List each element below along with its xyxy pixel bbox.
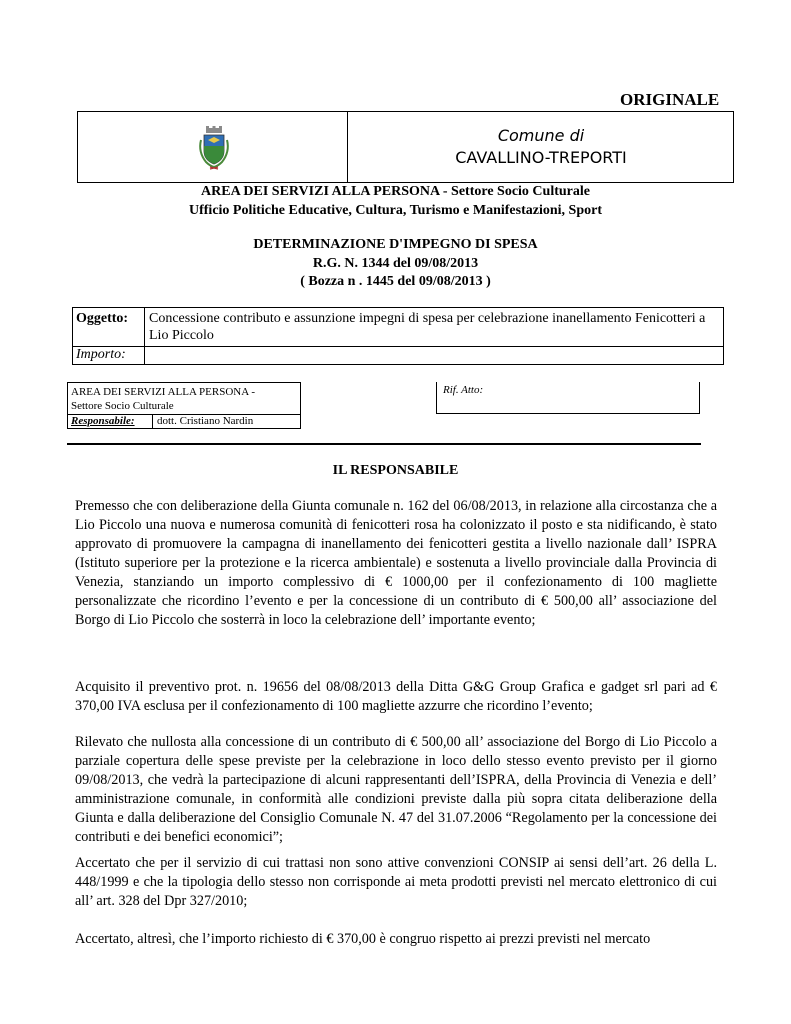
municipal-crest-icon [196, 126, 232, 170]
oggetto-text: Concessione contributo e assunzione impegni di spesa per celebrazione inanellamento Fenicotteri a Lio Piccolo [149, 311, 706, 343]
paragraph-acquisito: Acquisito il preventivo prot. n. 19656 del 08/08/2013 della Ditta G&G Group Grafica e gadget srl pari ad € 370,00 IVA esclusa per il confezionamento di 100 magliette azzurre che ricordino l’evento; [75, 679, 717, 714]
subject-table [72, 307, 724, 365]
area-box-line2: Settore Socio Culturale [71, 400, 174, 412]
paragraph-accertato: Accertato che per il servizio di cui trattasi non sono attive convenzioni CONSIP ai sensi dell’art. 26 della L. 448/1999 e che la tipologia dello stesso non corrisponde ai meta prodotti previsti nel mercato elettronico di cui all’ art. 328 del Dpr 327/2010; [75, 855, 717, 909]
paragraph-accertato-altresi: Accertato, altresì, che l’importo richiesto di € 370,00 è congruo rispetto ai prezzi previsti nel mercato [75, 931, 651, 947]
area-box-line1: AREA DEI SERVIZI ALLA PERSONA - [71, 386, 255, 398]
responsabile-name: dott. Cristiano Nardin [157, 415, 254, 427]
importo-label: Importo: [76, 347, 126, 362]
area-box [67, 382, 301, 429]
header-divider [347, 112, 348, 182]
comune-di-label: Comune di [497, 126, 585, 145]
paragraph-premesso: Premesso che con deliberazione della Giunta comunale n. 162 del 06/08/2013, in relazione alla circostanza che a Lio Piccolo una nuova e numerosa comunità di fenicotteri rosa ha colonizzato il posto e sta nidificando, è stato approvato di promuovere la campagna di inanellamento dei fenicotteri gestita a livello nazionale dall’ ISPRA (Istituto superiore per la protezione e la ricerca ambientale) e sostenuta a livello provinciale dalla Provincia di Venezia, stanziando un importo complessivo di € 1000,00 per il confezionamento di 100 magliette personalizzate che ricordino l’evento e per la concessione di un contributo di € 500,00 all’ associazione del Borgo di Lio Piccolo che sosterrà in loco la celebrazione dell’ importante evento; [75, 498, 717, 628]
responsabile-label: Responsabile: [71, 415, 135, 427]
determination-title: DETERMINAZIONE D'IMPEGNO DI SPESA [253, 237, 538, 252]
rif-atto-box [436, 382, 700, 414]
area-box-text [71, 385, 255, 413]
subject-divider [144, 308, 145, 364]
rif-atto-label: Rif. Atto: [443, 384, 484, 396]
section-heading: IL RESPONSABILE [332, 463, 459, 478]
paragraph-rilevato: Rilevato che nullosta alla concessione di un contributo di € 500,00 all’ associazione del Borgo di Lio Piccolo a parziale copertura delle spese previste per la celebrazione in loco dello stesso evento previsto per il giorno 09/08/2013, che vedrà la partecipazione di alcuni rappresentanti dell’ISPRA, della Provincia di Venezia e dell’ amministrazione comunale, in conformità alle condizioni previste dalla più sopra citata deliberazione della Giunta e dalla deliberazione del Consiglio Comunale N. 47 del 31.07.2006 “Regolamento per la concessione dei contributi e dei benefici economici”; [75, 734, 717, 845]
comune-name: CAVALLINO-TREPORTI [455, 148, 627, 167]
section-rule [67, 443, 701, 445]
rg-number: R.G. N. 1344 del 09/08/2013 [312, 256, 479, 271]
header-box [77, 111, 734, 183]
area-title: AREA DEI SERVIZI ALLA PERSONA - Settore Socio Culturale [201, 184, 590, 199]
subject-row-divider [73, 346, 723, 347]
ufficio-title: Ufficio Politiche Educative, Cultura, Turismo e Manifestazioni, Sport [189, 203, 602, 218]
area-box-col-divider [152, 414, 153, 429]
document-stamp: ORIGINALE [620, 90, 720, 109]
bozza-number: ( Bozza n . 1445 del 09/08/2013 ) [300, 274, 491, 289]
oggetto-label: Oggetto: [76, 311, 129, 326]
